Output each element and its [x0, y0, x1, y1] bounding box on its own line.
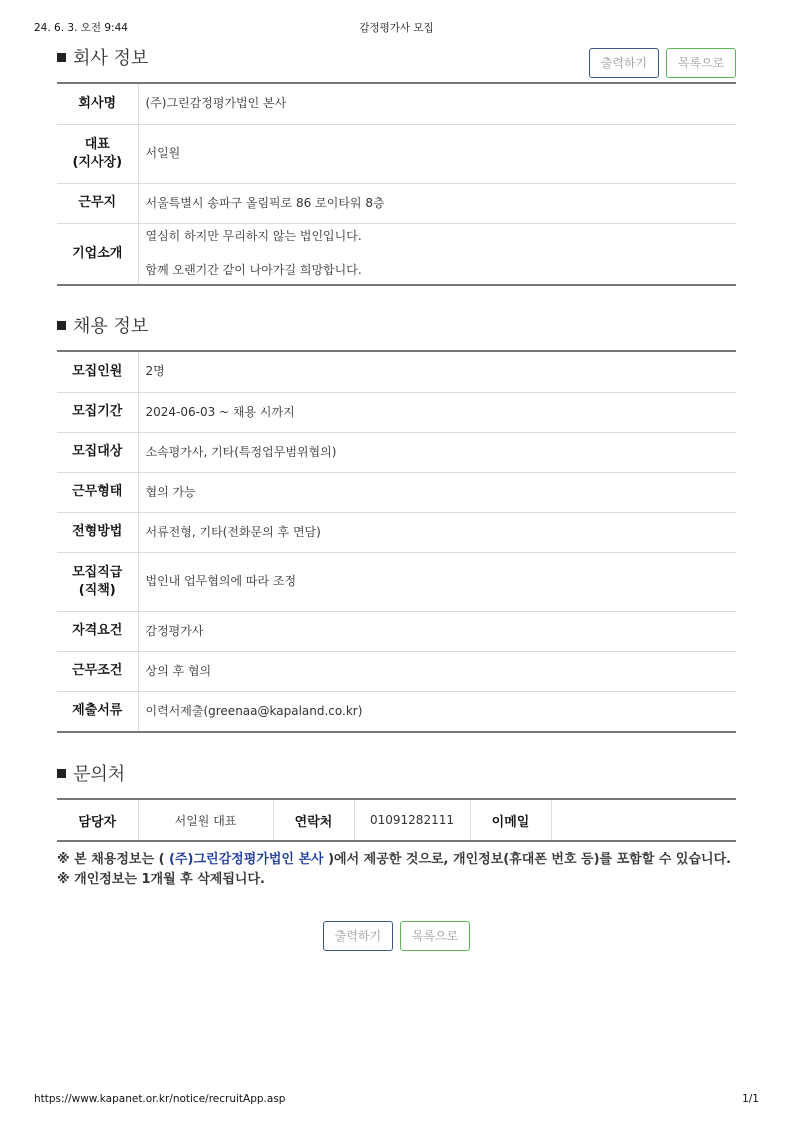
print-date: 24. 6. 3. 오전 9:44 — [34, 22, 128, 34]
row-value — [138, 223, 736, 285]
row-value: 소속평가사, 기타(특정업무범위협의) — [138, 432, 736, 472]
notice-line-1: ※ 본 채용정보는 ( (주)그린감정평가법인 본사 )에서 제공한 것으로, 개인정보(휴대폰 번호 등)를 포함할 수 있습니다. — [57, 852, 732, 867]
table-row — [57, 552, 736, 611]
phone-label: 연락처 — [273, 799, 354, 841]
row-label: 모집직급 (직책) — [57, 552, 138, 611]
print-button[interactable]: 출력하기 — [589, 48, 659, 78]
bottom-button-group — [57, 921, 736, 951]
row-value: 2024-06-03 ~ 채용 시까지 — [138, 392, 736, 432]
table-row — [57, 223, 736, 285]
table-row — [57, 83, 736, 124]
notice-line-2: ※ 개인정보는 1개월 후 삭제됩니다. — [57, 872, 265, 887]
row-label: 근무지 — [57, 183, 138, 223]
table-row — [57, 512, 736, 552]
list-button[interactable]: 목록으로 — [666, 48, 736, 78]
top-button-group — [587, 48, 736, 78]
table-row — [57, 799, 736, 841]
row-value: 감정평가사 — [138, 611, 736, 651]
list-button-bottom[interactable]: 목록으로 — [400, 921, 470, 951]
row-label: 근무조건 — [57, 651, 138, 691]
print-button-bottom[interactable]: 출력하기 — [323, 921, 393, 951]
intro-line: 함께 오랜기간 같이 나아가길 희망합니다. — [145, 263, 362, 278]
notice-company: (주)그린감정평가법인 본사 — [169, 852, 324, 867]
company-section-header — [57, 46, 736, 76]
table-row — [57, 432, 736, 472]
row-label: 기업소개 — [57, 223, 138, 285]
row-value: 이력서제출(greenaa@kapaland.co.kr) — [145, 703, 363, 718]
row-value: 법인내 업무협의에 따라 조정 — [138, 552, 736, 611]
table-row — [57, 472, 736, 512]
manager-label: 담당자 — [57, 799, 138, 841]
row-value: 서일원 — [138, 124, 736, 183]
table-row — [57, 691, 736, 732]
row-label: 제출서류 — [57, 691, 138, 732]
table-row — [57, 392, 736, 432]
company-info-table — [57, 82, 736, 286]
email-label: 이메일 — [470, 799, 551, 841]
row-value: 2명 — [138, 351, 736, 392]
square-bullet-icon — [57, 769, 66, 778]
print-title: 감정평가사 모집 — [359, 22, 434, 34]
recruit-info-table — [57, 350, 736, 733]
row-label: 모집대상 — [57, 432, 138, 472]
contact-section-header — [57, 762, 736, 792]
contact-section-title: 문의처 — [57, 762, 125, 788]
company-section-title: 회사 정보 — [57, 46, 148, 72]
intro-line: 열심히 하지만 무리하지 않는 법인입니다. — [145, 229, 362, 244]
row-value: 상의 후 협의 — [138, 651, 736, 691]
row-value: 서울특별시 송파구 올림픽로 86 로이타워 8층 — [138, 183, 736, 223]
row-value: 협의 가능 — [138, 472, 736, 512]
page-number: 1/1 — [742, 1093, 759, 1105]
row-label: 대표 (지사장) — [57, 124, 138, 183]
recruit-section-header — [57, 314, 736, 344]
row-label: 근무형태 — [57, 472, 138, 512]
table-row — [57, 651, 736, 691]
table-row — [57, 611, 736, 651]
contact-table — [57, 798, 736, 842]
table-row — [57, 124, 736, 183]
manager-value: 서일원 대표 — [138, 799, 273, 841]
square-bullet-icon — [57, 321, 66, 330]
phone-value: 01091282111 — [354, 799, 470, 841]
recruit-section-title: 채용 정보 — [57, 314, 148, 340]
email-value — [551, 799, 736, 841]
privacy-notice — [57, 850, 736, 890]
row-label: 모집기간 — [57, 392, 138, 432]
row-label: 회사명 — [57, 83, 138, 124]
row-value: (주)그린감정평가법인 본사 — [138, 83, 736, 124]
row-label: 전형방법 — [57, 512, 138, 552]
print-header — [34, 20, 759, 34]
print-footer — [34, 1093, 759, 1107]
row-label: 자격요건 — [57, 611, 138, 651]
page-url: https://www.kapanet.or.kr/notice/recruitApp.asp — [34, 1093, 286, 1105]
row-value: 서류전형, 기타(전화문의 후 면담) — [138, 512, 736, 552]
table-row — [57, 183, 736, 223]
row-label: 모집인원 — [57, 351, 138, 392]
table-row — [57, 351, 736, 392]
square-bullet-icon — [57, 53, 66, 62]
